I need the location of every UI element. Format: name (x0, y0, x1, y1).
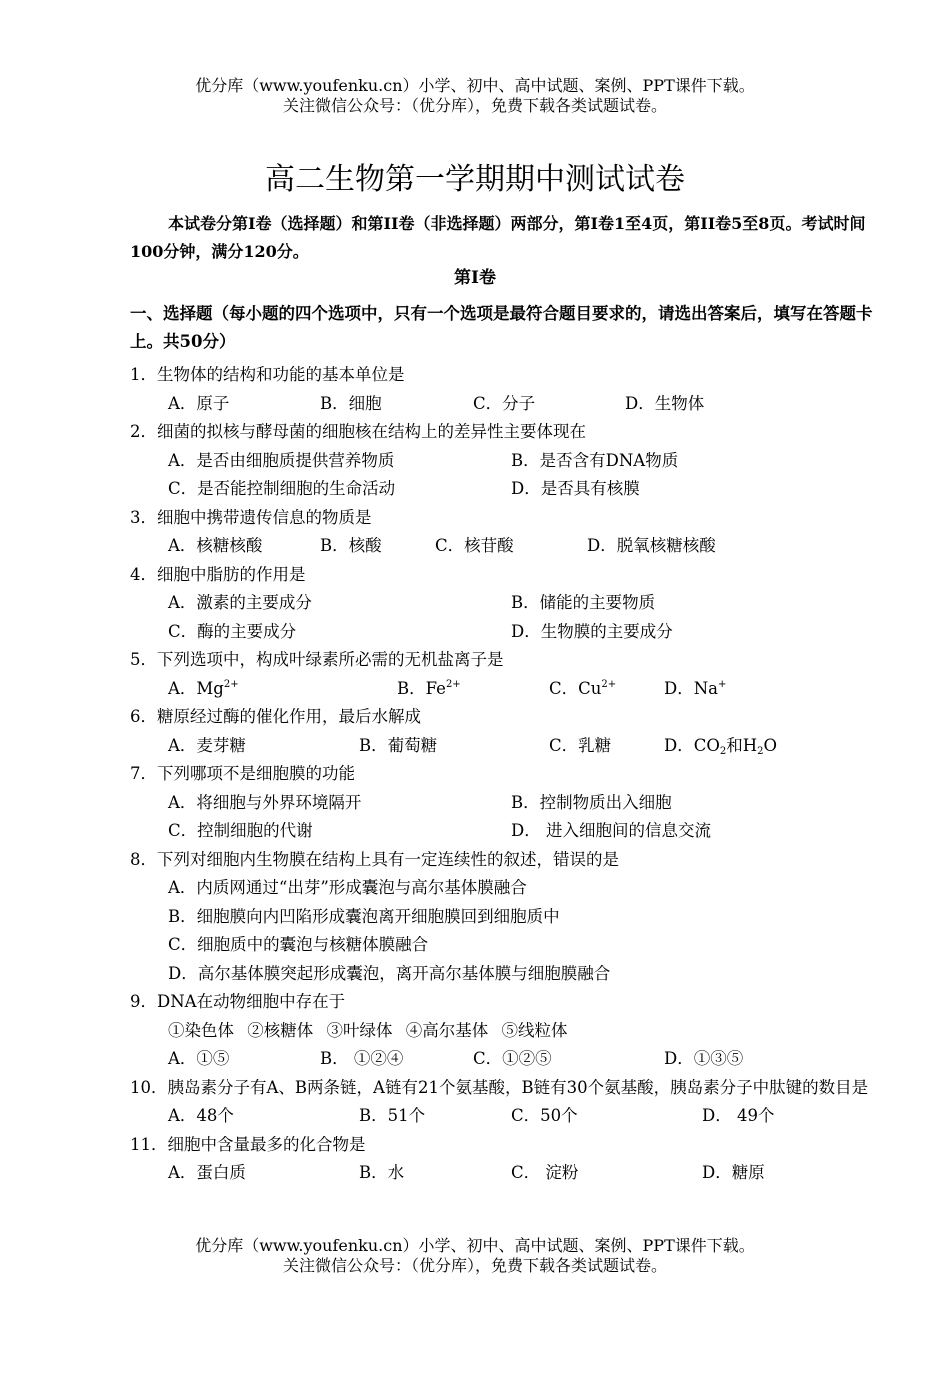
question-stem: 9．DNA在动物细胞中存在于 (130, 992, 346, 1011)
exam-intro: 本试卷分第I卷（选择题）和第II卷（非选择题）两部分，第I卷1至4页，第II卷5至8页。考试时间100分钟，满分120分。 (130, 214, 866, 261)
page-header (0, 76, 950, 116)
question-list (130, 361, 890, 1188)
option-d: D．脱氧核糖核酸 (587, 536, 716, 555)
header-line-1: 优分库（www.youfenku.cn）小学、初中、高中试题、案例、PPT课件下载。 (195, 76, 755, 95)
option-row (130, 390, 890, 419)
option-a: A．将细胞与外界环境隔开 (168, 792, 362, 812)
option-a: A．$Mg^{2+}$ (168, 678, 239, 698)
question-stem: 7．下列哪项不是细胞膜的功能 (130, 764, 355, 783)
option-a: A．蛋白质 (168, 1163, 246, 1182)
option-c: C．乳糖 (549, 735, 612, 755)
option-row (130, 1102, 890, 1131)
option-row (130, 589, 890, 618)
option-row (130, 789, 890, 818)
option-b: B．$Fe^{2+}$ (397, 678, 461, 698)
option-d: D． 进入细胞间的信息交流 (511, 821, 711, 840)
option-c: C．①②⑤ (473, 1049, 552, 1068)
option-c: C．核苷酸 (435, 536, 514, 555)
option-b: B．储能的主要物质 (511, 593, 656, 612)
option-d: D．①③⑤ (664, 1049, 744, 1068)
option-a: A．麦芽糖 (168, 735, 246, 755)
option-b: B．细胞 (320, 393, 382, 413)
option-a: A．激素的主要成分 (168, 593, 312, 612)
question-7 (130, 760, 890, 846)
question-3 (130, 504, 890, 561)
question-stem: 2．细菌的拟核与酵母菌的细胞核在结构上的差异性主要体现在 (130, 422, 586, 441)
option-d: D．糖原 (702, 1163, 765, 1182)
option-d: D．高尔基体膜突起形成囊泡，离开高尔基体膜与细胞膜融合 (168, 963, 611, 983)
option-b: B． ①②④ (320, 1049, 404, 1068)
option-b: B．控制物质出入细胞 (511, 792, 672, 812)
option-b: B．葡萄糖 (359, 735, 438, 755)
question-stem: 1．生物体的结构和功能的基本单位是 (130, 365, 405, 384)
option-b: B．51个 (359, 1106, 426, 1125)
option-c: C．分子 (473, 393, 536, 413)
option-d: D．生物膜的主要成分 (511, 621, 673, 641)
option-a: A．①⑤ (168, 1049, 230, 1068)
option-a: A．原子 (168, 393, 230, 413)
option-c: C．$Cu^{2+}$ (549, 678, 617, 698)
question-4 (130, 561, 890, 647)
question-2 (130, 418, 890, 504)
question-6 (130, 703, 890, 760)
option-row (130, 532, 890, 561)
option-row (130, 1045, 890, 1074)
question-stem: 11．细胞中含量最多的化合物是 (130, 1134, 366, 1154)
option-row (130, 618, 890, 647)
option-d: D．Na+ (664, 678, 727, 698)
option-a: A．48个 (168, 1106, 234, 1125)
footer-line-2: 关注微信公众号：（优分库），免费下载各类试题试卷。 (282, 1256, 667, 1275)
question-stem: 3．细胞中携带遗传信息的物质是 (130, 507, 372, 527)
question-5 (130, 646, 890, 703)
option-a: A．核糖核酸 (168, 536, 263, 555)
option-row (130, 447, 890, 476)
question-8 (130, 846, 890, 989)
question-items: ①染色体 ②核糖体 ③叶绿体 ④高尔基体 ⑤线粒体 (168, 1020, 568, 1040)
question-stem: 4．细胞中脂肪的作用是 (130, 564, 306, 584)
question-10 (130, 1074, 890, 1131)
question-stem: 5．下列选项中，构成叶绿素所必需的无机盐离子是 (130, 650, 504, 669)
option-d: D．生物体 (625, 393, 705, 413)
option-c: C．细胞质中的囊泡与核糖体膜融合 (168, 935, 429, 954)
question-stem: 8．下列对细胞内生物膜在结构上具有一定连续性的叙述，错误的是 (130, 849, 619, 869)
option-c: C．酶的主要成分 (168, 621, 297, 641)
option-row (130, 1159, 890, 1188)
option-c: C．50个 (511, 1106, 578, 1125)
option-c: C．控制细胞的代谢 (168, 821, 313, 840)
footer-line-1: 优分库（www.youfenku.cn）小学、初中、高中试题、案例、PPT课件下载。 (195, 1236, 755, 1255)
option-row (130, 675, 890, 704)
option-a: A．内质网通过“出芽”形成囊泡与高尔基体膜融合 (168, 878, 527, 897)
option-row (130, 732, 890, 761)
option-c: C．是否能控制细胞的生命活动 (168, 479, 396, 498)
question-9 (130, 988, 890, 1074)
question-1 (130, 361, 890, 418)
exam-title: 高二生物第一学期期中测试试卷 (265, 162, 685, 197)
question-11 (130, 1131, 890, 1188)
question-stem: 6．糖原经过酶的催化作用，最后水解成 (130, 707, 421, 726)
option-c: C． 淀粉 (511, 1163, 579, 1182)
part-title: 第I卷 (454, 268, 496, 288)
option-d: D． 49个 (702, 1106, 775, 1125)
page-footer (0, 1236, 950, 1276)
option-row (130, 475, 890, 504)
section-title: 一、选择题（每小题的四个选项中，只有一个选项是最符合题目要求的，请选出答案后，填写在答题卡上。共50分） (130, 304, 873, 351)
option-d: D．是否具有核膜 (511, 479, 640, 498)
option-b: B．水 (359, 1163, 405, 1182)
option-d: D．$CO_2$和$H_2O$ (664, 735, 778, 757)
header-line-2: 关注微信公众号：（优分库），免费下载各类试题试卷。 (282, 96, 667, 115)
option-a: A．是否由细胞质提供营养物质 (168, 450, 395, 470)
question-stem: 10．胰岛素分子有A、B两条链，A链有21个氨基酸，B链有30个氨基酸，胰岛素分子中肽键的数目是 (130, 1077, 869, 1097)
option-b: B．核酸 (320, 536, 382, 555)
option-b: B．细胞膜向内凹陷形成囊泡离开细胞膜回到细胞质中 (168, 906, 560, 926)
option-b: B．是否含有DNA物质 (511, 450, 679, 470)
option-row (130, 817, 890, 846)
